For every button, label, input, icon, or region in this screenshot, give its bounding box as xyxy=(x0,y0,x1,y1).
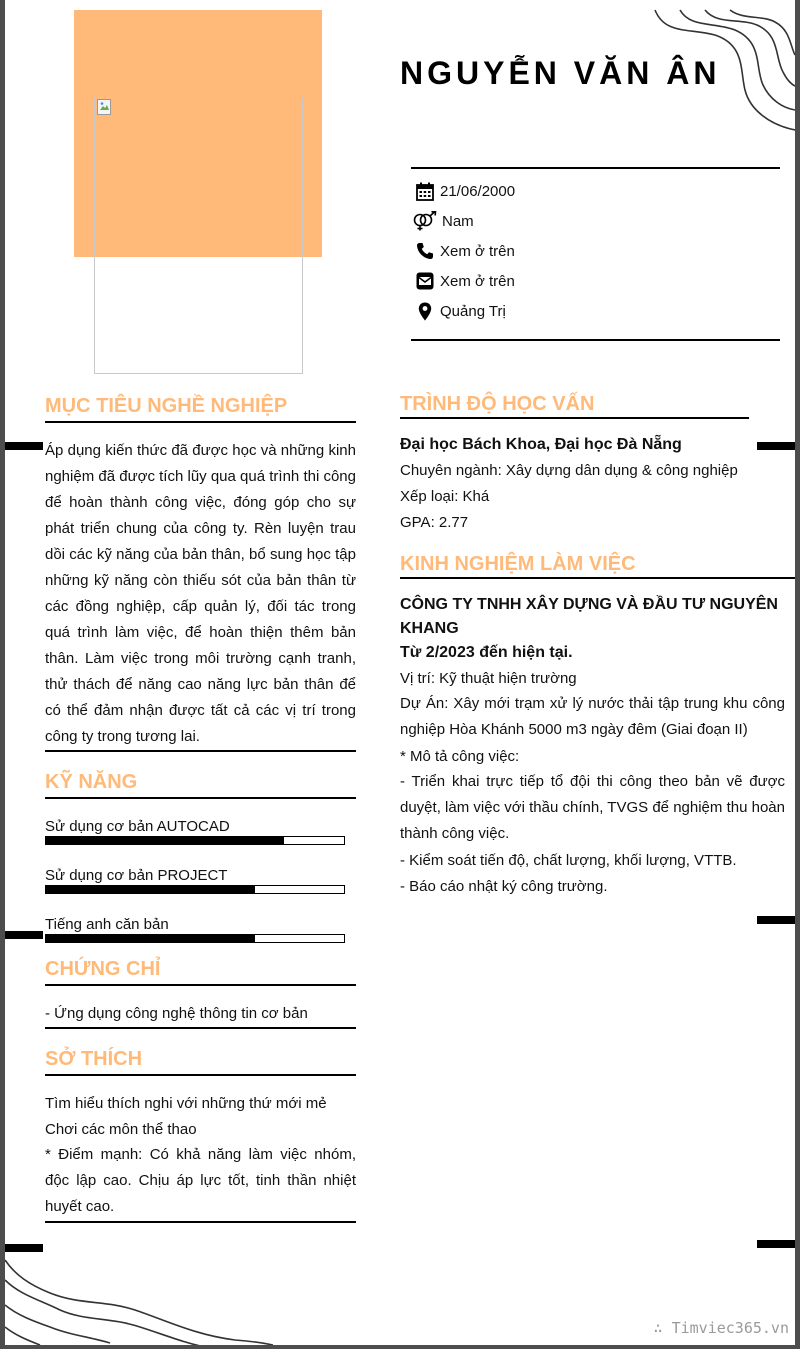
info-address xyxy=(415,300,506,322)
objective-end-rule xyxy=(45,750,356,752)
info-gender xyxy=(413,210,474,232)
skill-bar-fill xyxy=(46,837,284,844)
hobby-item: Chơi các môn thể thao xyxy=(45,1121,197,1138)
decorative-dash xyxy=(757,1240,795,1248)
objective-title: MỤC TIÊU NGHỀ NGHIỆP xyxy=(45,395,288,417)
watermark-text: ∴ Timviec365.vn xyxy=(653,1319,789,1337)
certificates-end-rule xyxy=(45,1027,356,1029)
skill-bar-fill xyxy=(46,935,255,942)
skill-bar-fill xyxy=(46,886,255,893)
skill-label: Sử dụng cơ bản PROJECT xyxy=(45,867,228,884)
work-position: Vị trí: Kỹ thuật hiện trường xyxy=(400,670,577,687)
skill-bar xyxy=(45,934,345,943)
school-name: Đại học Bách Khoa, Đại học Đà Nẵng xyxy=(400,436,682,453)
cv-page xyxy=(5,0,795,1345)
calendar-icon xyxy=(415,181,435,201)
skills-title-rule xyxy=(45,797,356,799)
objective-title-rule xyxy=(45,421,356,423)
skill-bar xyxy=(45,885,345,894)
info-divider-bottom xyxy=(411,339,780,341)
decorative-dash xyxy=(5,931,43,939)
location-icon xyxy=(415,301,435,321)
certificates-title-rule xyxy=(45,984,356,986)
skill-label: Sử dụng cơ bản AUTOCAD xyxy=(45,818,230,835)
hobby-item: Tìm hiểu thích nghi với những thứ mới mẻ xyxy=(45,1095,327,1112)
broken-image-icon xyxy=(97,99,111,115)
work-desc-title: * Mô tả công việc: xyxy=(400,748,520,765)
decorative-lines-bottom xyxy=(5,1255,275,1345)
avatar-photo-frame xyxy=(94,97,303,374)
email-value: Xem ở trên xyxy=(440,272,515,290)
strengths-text: * Điểm mạnh: Có khả năng làm việc nhóm, độc lập cao. Chịu áp lực tốt, tinh thần nhiệt huyết cao. xyxy=(45,1146,356,1215)
certificates-title: CHỨNG CHỈ xyxy=(45,958,161,980)
education-title-rule xyxy=(400,417,749,419)
company-name: CÔNG TY TNHH XÂY DỰNG VÀ ĐẦU TƯ NGUYÊN KHANG xyxy=(400,596,778,637)
decorative-dash xyxy=(5,442,43,450)
email-icon xyxy=(415,271,435,291)
objective-text: Áp dụng kiến thức đã được học và những kinh nghiệm đã được tích lũy qua quá trình thi công để hoàn thành công việc, đóng góp cho sự phát triển chung của công ty. Rèn luyện trau dồi các kỹ năng của bản thân, bổ sung học tập những kỹ năng còn thiếu sót của bản thân từ các đồng nghiệp, cấp quản lý, đối tác trong quá trình làm việc, để hoàn thiện thêm bản thân. Làm việc trong môi trường cạnh tranh, thử thách để năng cao năng lực bản thân để có thể đảm nhận được tất cả các vị trí trong công ty trong tương lai. xyxy=(45,442,356,745)
info-divider-top xyxy=(411,167,780,169)
gender-value: Nam xyxy=(442,212,474,230)
skill-bar xyxy=(45,836,345,845)
work-desc-item: - Kiểm soát tiến độ, chất lượng, khối lượng, VTTB. xyxy=(400,852,737,869)
candidate-name: NGUYỄN VĂN ÂN xyxy=(400,55,721,91)
gender-icon xyxy=(413,211,437,231)
decorative-dash xyxy=(5,1244,43,1252)
phone-icon xyxy=(415,241,435,261)
education-rank: Xếp loại: Khá xyxy=(400,488,490,505)
address-value: Quảng Trị xyxy=(440,302,506,320)
education-gpa: GPA: 2.77 xyxy=(400,514,469,531)
decorative-dash xyxy=(757,916,795,924)
hobbies-end-rule xyxy=(45,1221,356,1223)
info-birthday xyxy=(415,180,515,202)
hobbies-title: SỞ THÍCH xyxy=(45,1048,143,1070)
birthday-value: 21/06/2000 xyxy=(440,182,516,200)
info-phone xyxy=(415,240,515,262)
education-major: Chuyên ngành: Xây dựng dân dụng & công nghiệp xyxy=(400,462,738,479)
work-period: Từ 2/2023 đến hiện tại. xyxy=(400,644,573,661)
decorative-dash xyxy=(757,442,795,450)
phone-value: Xem ở trên xyxy=(440,242,515,260)
work-desc-item: - Triển khai trực tiếp tổ đội thi công theo bản vẽ được duyệt, làm việc với thầu chính, TVGS để nghiệm thu hoàn thành công việc. xyxy=(400,773,785,842)
work-project: Dự Án: Xây mới trạm xử lý nước thải tập trung khu công nghiệp Hòa Khánh 5000 m3 ngày đêm (Giai đoạn II) xyxy=(400,695,785,738)
work-desc-item: - Báo cáo nhật ký công trường. xyxy=(400,878,608,895)
hobbies-title-rule xyxy=(45,1074,356,1076)
skill-label: Tiếng anh căn bản xyxy=(45,916,169,933)
info-email xyxy=(415,270,515,292)
experience-title-rule xyxy=(400,577,795,579)
skills-title: KỸ NĂNG xyxy=(45,771,138,793)
certificate-item: - Ứng dụng công nghệ thông tin cơ bản xyxy=(45,1005,308,1022)
education-title: TRÌNH ĐỘ HỌC VẤN xyxy=(400,393,595,415)
experience-title: KINH NGHIỆM LÀM VIỆC xyxy=(400,553,636,575)
